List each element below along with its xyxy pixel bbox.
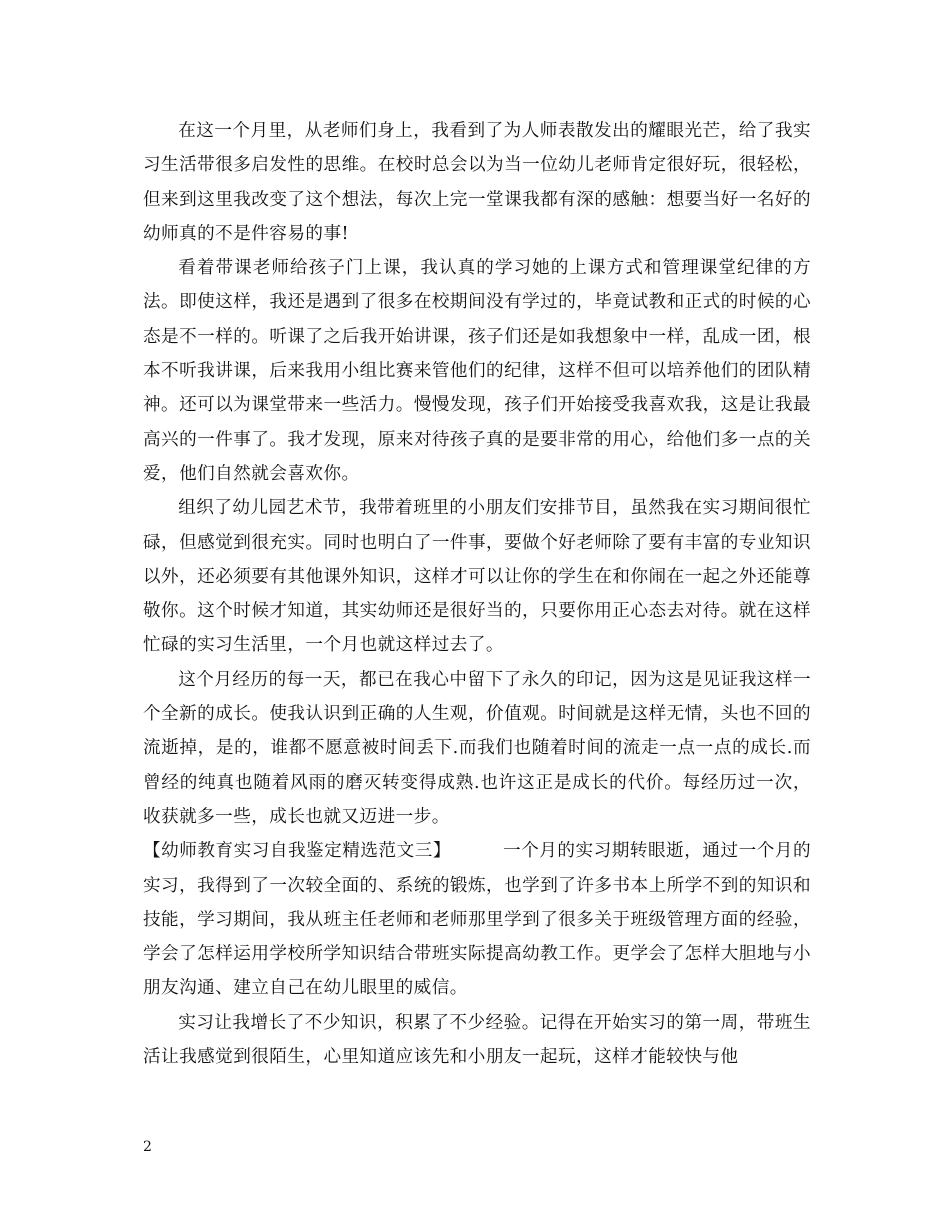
paragraph-1: 在这一个月里，从老师们身上，我看到了为人师表散发出的耀眼光芒，给了我实习生活带很多启发性的思维。在校时总会以为当一位幼儿老师肯定很好玩，很轻松，但来到这里我改变了这个想法，每次上完一堂课我都有深的感触：想要当好一名好的幼师真的不是件容易的事! [143,121,811,244]
page-number: 2 [143,1139,152,1155]
section-first-paragraph: 一个月的实习期转眼逝，通过一个月的实习，我得到了一次较全面的、系统的锻炼，也学到了许多书本上所学不到的知识和技能，学习期间，我从班主任老师和老师那里学到了很多关于班级管理方面的经验，学会了怎样运用学校所学知识结合带班实际提高幼教工作。更学会了怎样大胆地与小朋友沟通、建立自己在幼儿眼里的威信。 [143,841,811,999]
paragraph-4: 这个月经历的每一天，都已在我心中留下了永久的印记，因为这是见证我这样一个全新的成长。使我认识到正确的人生观，价值观。时间就是这样无情，头也不回的流逝掉，是的，谁都不愿意被时间丢下.而我们也随着时间的流走一点一点的成长.而曾经的纯真也随着风雨的磨灭转变得成熟.也许这正是成长的代价。每经历过一次，收获就多一些，成长也就又迈进一步。 [143,669,811,827]
section-heading: 【幼师教育实习自我鉴定精选范文三】 [143,841,451,862]
section-paragraph [143,834,811,1005]
paragraph-2: 看着带课老师给孩子门上课，我认真的学习她的上课方式和管理课堂纪律的方法。即使这样，我还是遇到了很多在校期间没有学过的，毕竟试教和正式的时候的心态是不一样的。听课了之后我开始讲课，孩子们还是如我想象中一样，乱成一团，根本不听我讲课，后来我用小组比赛来管他们的纪律，这样不但可以培养他们的团队精神。还可以为课堂带来一些活力。慢慢发现，孩子们开始接受我喜欢我，这是让我最高兴的一件事了。我才发现，原来对待孩子真的是要非常的用心，给他们多一点的关爱，他们自然就会喜欢你。 [143,258,811,484]
paragraph-3: 组织了幼儿园艺术节，我带着班里的小朋友们安排节目，虽然我在实习期间很忙碌，但感觉到很充实。同时也明白了一件事，要做个好老师除了要有丰富的专业知识以外，还必须要有其他课外知识，这样才可以让你的学生在和你闹在一起之外还能尊敬你。这个时候才知道，其实幼师还是很好当的，只要你用正心态去对待。就在这样忙碌的实习生活里，一个月也就这样过去了。 [143,498,811,656]
paragraph-last: 实习让我增长了不少知识，积累了不少经验。记得在开始实习的第一周，带班生活让我感觉到很陌生，心里知道应该先和小朋友一起玩，这样才能较快与他 [143,1012,811,1068]
document-body [143,114,811,1074]
